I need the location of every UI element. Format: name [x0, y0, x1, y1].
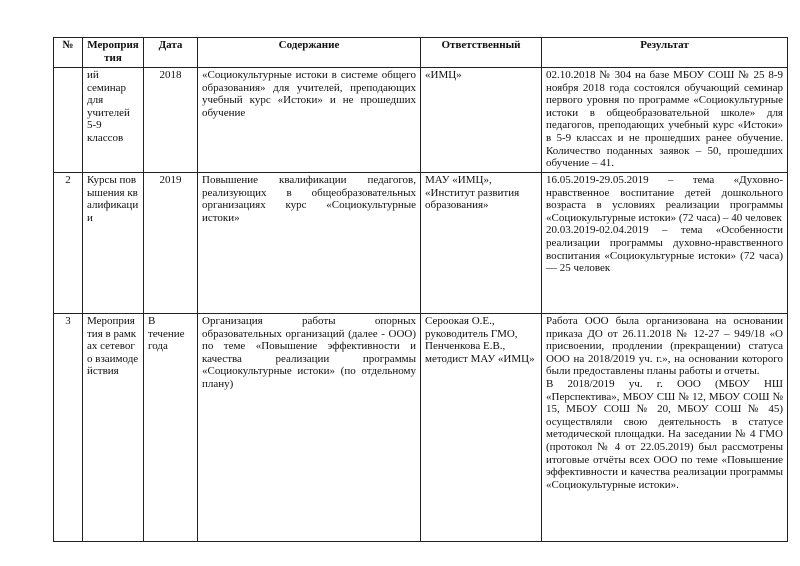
content-text: Организация работы опорных образовательных организаций (далее - ООО) по теме «Повышение эффективности и качества реализации программы «Социокультурные истоки» (по отдельному плану)	[202, 315, 416, 390]
header-number: №	[54, 38, 83, 68]
row-result	[542, 314, 788, 542]
row-date: 2018	[144, 68, 198, 173]
table-header-row	[54, 38, 788, 68]
result-paragraph: 02.10.2018 № 304 на базе МБОУ СОШ № 25 8-9 ноября 2018 года состоялся обучающий семинар первого уровня по программе «Социокультурные истоки в общеобразовательной школе» для педагогов, преподающих учебный курс «Истоки» в 5-9 классах и не прошедших ранее обучение. Количество поданных заявок – 50, прошедших обучение – 41.	[546, 69, 783, 170]
table-row	[54, 68, 788, 173]
row-content	[198, 68, 421, 173]
row-responsible: Сероокая О.Е., руководитель ГМО, Пенченкова Е.В., методист МАУ «ИМЦ»	[421, 314, 542, 542]
row-date: 2019	[144, 173, 198, 314]
header-event-label: Мероприятия	[87, 39, 139, 64]
row-responsible: МАУ «ИМЦ», «Институт развития образования»	[421, 173, 542, 314]
row-event	[83, 314, 144, 542]
events-table	[53, 37, 788, 542]
header-date: Дата	[144, 38, 198, 68]
event-text: Курсы повышения квалификации	[87, 174, 139, 224]
table-row	[54, 173, 788, 314]
row-event	[83, 173, 144, 314]
row-number: 3	[54, 314, 83, 542]
row-content	[198, 173, 421, 314]
row-number	[54, 68, 83, 173]
result-paragraph: В 2018/2019 уч. г. ООО (МБОУ НШ «Перспектива», МБОУ СШ № 12, МБОУ СОШ № 15, МБОУ СОШ № 20, МБОУ СОШ № 45) осуществляли свою деятельность в статусе методической площадки. На заседании № 4 ГМО (протокол № 4 от 22.05.2019) был рассмотрены итоговые отчёты всех ООО по теме «Повышение эффективности и качества реализации программы «Социокультурные истоки».	[546, 377, 783, 491]
event-text: Мероприятия в рамках сетевого взаимодействия	[87, 315, 139, 378]
row-result	[542, 68, 788, 173]
result-paragraph: 20.03.2019-02.04.2019 – тема «Особенности реализации программы духовно-нравственного воспитания «Социокультурные истоки» (72 часа) — 25 человек	[546, 224, 783, 275]
row-result	[542, 173, 788, 314]
row-date: В течение года	[144, 314, 198, 542]
result-paragraph: Работа ООО была организована на основании приказа ДО от 26.11.2018 № 12-27 – 949/18 «О присвоении, продлении (прекращении) статуса ООО на 2018/2019 уч. г.», на основании которого были предоставлены планы работы и отчеты.	[546, 315, 783, 378]
row-event: ий семинар для учителей 5-9 классов	[83, 68, 144, 173]
row-responsible: «ИМЦ»	[421, 68, 542, 173]
content-text: Повышение квалификации педагогов, реализующих в общеобразовательных организациях курс «Социокультурные истоки»	[202, 174, 416, 224]
row-number: 2	[54, 173, 83, 314]
header-content: Содержание	[198, 38, 421, 68]
content-text: «Социокультурные истоки в системе общего образования» для учителей, преподающих учебный курс «Истоки» и не прошедших обучение	[202, 69, 416, 119]
row-content	[198, 314, 421, 542]
header-result: Результат	[542, 38, 788, 68]
header-responsible: Ответственный	[421, 38, 542, 68]
header-event	[83, 38, 144, 68]
result-paragraph: 16.05.2019-29.05.2019 – тема «Духовно-нравственное воспитание детей дошкольного возраста в условиях реализации программы «Социокультурные истоки» (72 часа) – 40 человек	[546, 174, 783, 224]
table-row	[54, 314, 788, 542]
